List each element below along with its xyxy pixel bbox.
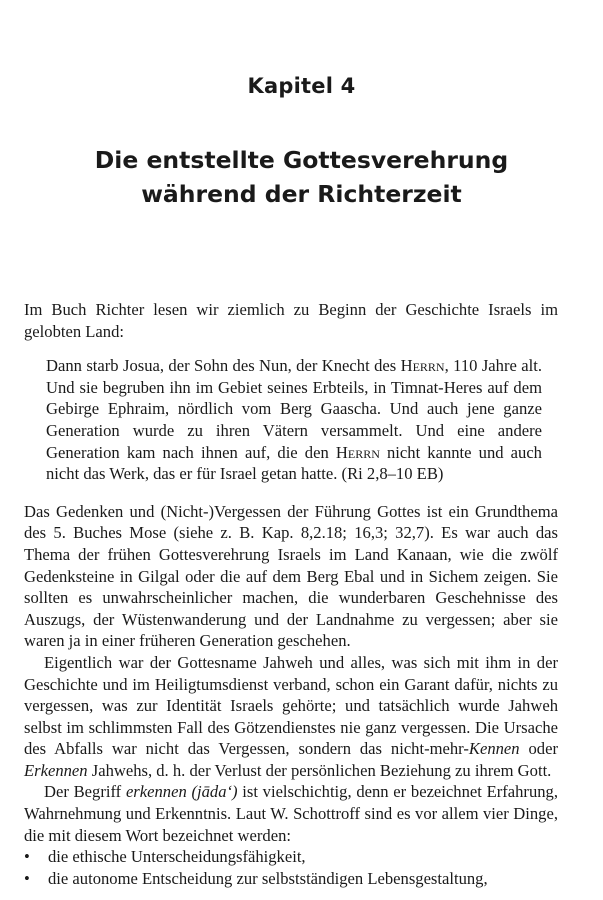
bullet-marker: • — [24, 868, 30, 888]
quote-herrn-2: Herrn — [335, 442, 380, 462]
paragraph-2 — [24, 652, 558, 782]
paragraph-3-text-2: ist vielschichtig, denn er bezeichnet Erfahrung, Wahrnehmung und Erkenntnis. Laut W. Schottroff sind es vor allem vier Dinge, die mit diesem Wort bezeichnet werden: — [24, 782, 558, 845]
paragraph-3-text-1: Der Begriff — [44, 782, 126, 802]
bullet-marker: • — [24, 847, 30, 867]
term-erkennen-jada: erkennen (jāda‘) — [125, 782, 238, 802]
bullet-item — [24, 868, 558, 890]
bullet-item-text: die autonome Entscheidung zur selbstständigen Lebensgestaltung, — [48, 868, 488, 888]
body-text — [24, 299, 558, 889]
quote-text-2: , 110 Jahre alt. Und sie begruben ihn im Gebiet seines Erbteils, in Timnat-Heres auf dem Gebirge Ephraim, nördlich vom Berg Gaascha. Und auch jene ganze Generation wurde zu ihren Vätern versammelt. Und eine andere Generation kam nach ihnen auf, die den — [46, 356, 542, 462]
bullet-list — [24, 846, 558, 889]
quote-herrn-1: Herrn — [400, 356, 445, 376]
paragraph-2-text-1: Eigentlich war der Gottesname Jahweh und alles, was sich mit ihm in der Geschichte und im Heiligtumsdienst verband, schon ein Garant dafür, nichts zu vergessen, was zur Identität Israels gehörte; und tatsächlich wurde Jahweh selbst im schlimmsten Fall des Götzendienstes nie ganz vergessen. Die Ursache des Abfalls war nicht das Vergessen, sondern das nicht-mehr- — [24, 652, 558, 759]
chapter-title — [0, 143, 603, 211]
term-kennen: Kennen — [468, 739, 520, 759]
bullet-item — [24, 846, 558, 868]
paragraph-3 — [24, 781, 558, 846]
paragraph-1: Das Gedenken und (Nicht-)Vergessen der Führung Gottes ist ein Grundthema des 5. Buches Mose (siehe z. B. Kap. 8,2.18; 16,3; 32,7). Es war auch das Thema der frühen Gottesverehrung Israels im Land Kanaan, wie die zwölf Gedenksteine in Gilgal oder die auf dem Berg Ebal und in Sichem zeigen. Sie sollten es unwahrscheinlicher machen, die wunderbaren Geschehnisse des Auszugs, der Wüstenwanderung und der Landnahme zu vergessen; aber sie waren ja in einer früheren Generation geschehen. — [24, 501, 558, 651]
term-erkennen: Erkennen — [24, 760, 88, 780]
chapter-title-line-2: während der Richterzeit — [141, 180, 462, 208]
chapter-title-line-1: Die entstellte Gottesverehrung — [94, 146, 509, 174]
intro-paragraph: Im Buch Richter lesen wir ziemlich zu Beginn der Geschichte Israels im gelobten Land: — [24, 300, 558, 341]
paragraph-2-oder: oder — [519, 739, 558, 759]
bullet-item-text: die ethische Unterscheidungsfähigkeit, — [48, 847, 306, 867]
paragraph-2-text-2: Jahwehs, d. h. der Verlust der persönlichen Beziehung zu ihrem Gott. — [87, 760, 552, 780]
quote-text-1: Dann starb Josua, der Sohn des Nun, der Knecht des — [46, 356, 401, 376]
chapter-label: Kapitel 4 — [247, 74, 356, 98]
quote-text-3: nicht kannte und auch nicht das Werk, das er für Israel getan hatte. (Ri 2,8–10 EB) — [46, 442, 542, 484]
bible-quote — [24, 355, 558, 485]
